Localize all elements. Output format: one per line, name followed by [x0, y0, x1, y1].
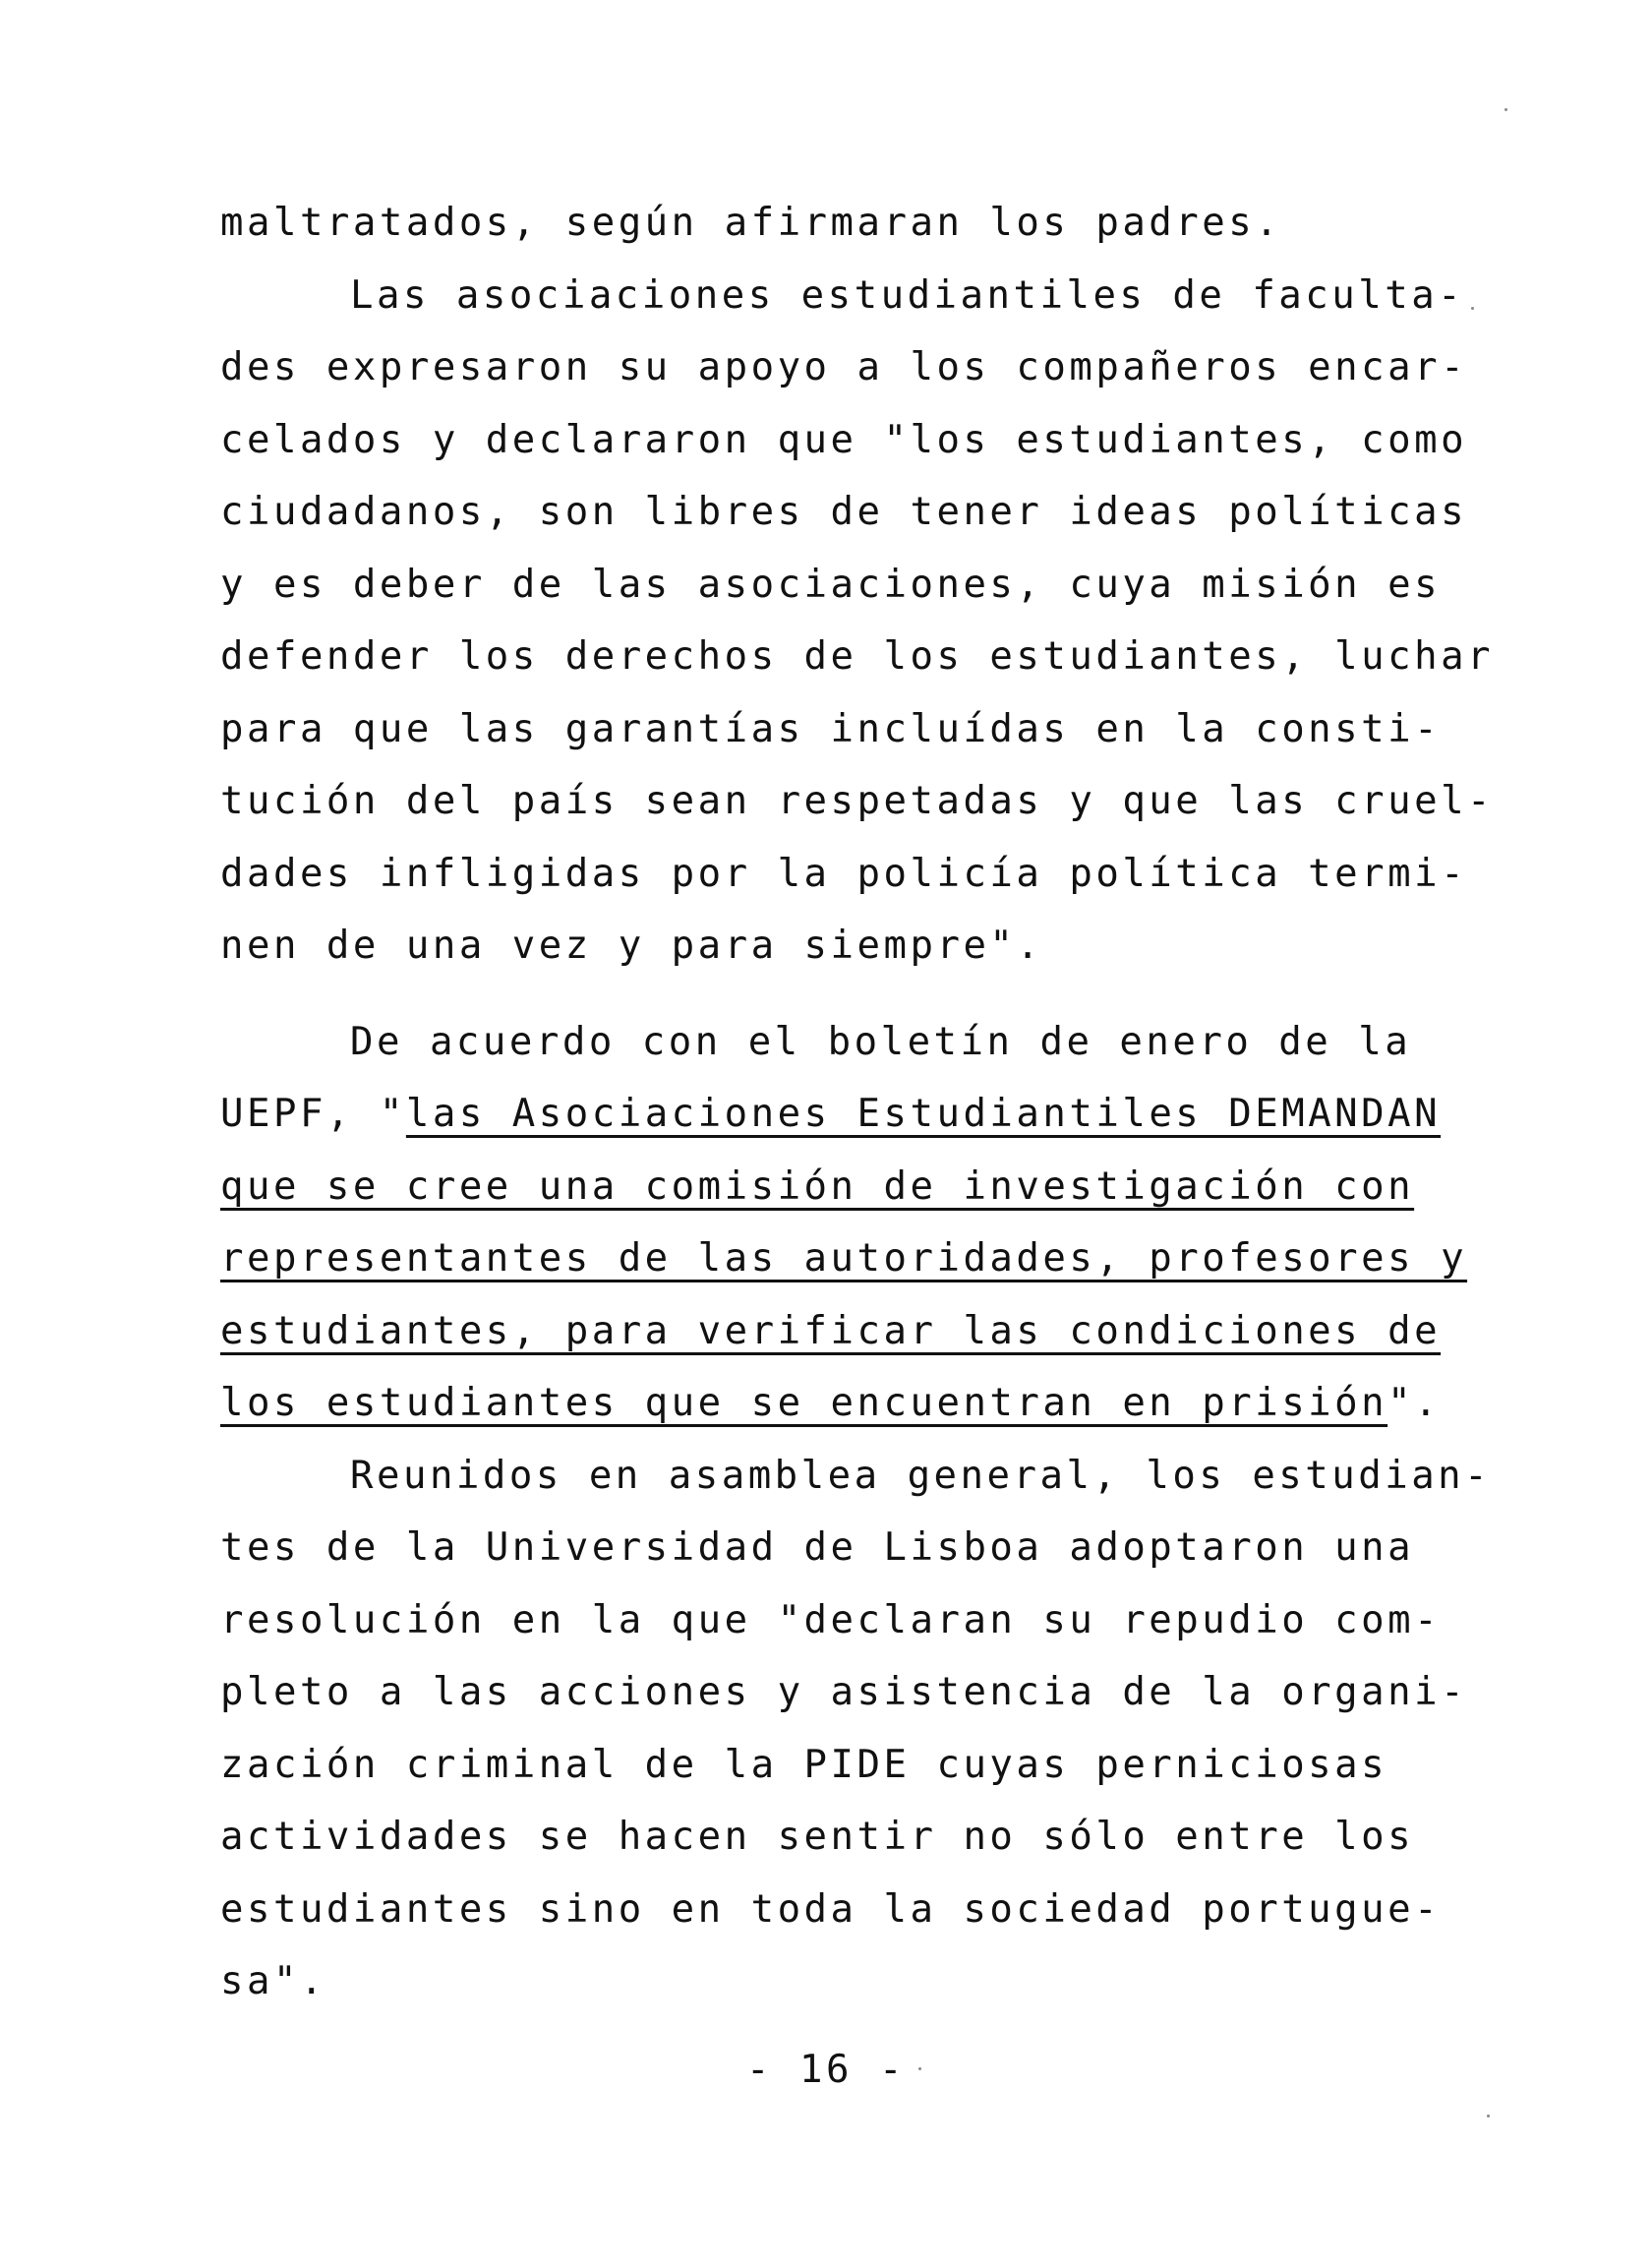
text-line: defender los derechos de los estudiantes, luchar	[220, 634, 1495, 679]
text-line: celados y declararon que "los estudiantes, como	[220, 417, 1468, 462]
scan-speck	[1504, 108, 1507, 111]
scan-speck	[918, 2067, 921, 2070]
text-line: maltratados, según afirmaran los padres.	[220, 201, 1282, 245]
underlined-quote: representantes de las autoridades, profesores y	[220, 1236, 1468, 1281]
text-line: nen de una vez y para siempre".	[220, 924, 1043, 968]
text-line: sa".	[220, 1959, 326, 2003]
text-line: pleto a las acciones y asistencia de la organi-	[220, 1670, 1468, 1714]
page-number: - 16 -	[746, 2048, 906, 2092]
underlined-quote: los estudiantes que se encuentran en prisión	[220, 1381, 1388, 1425]
underlined-quote: estudiantes, para verificar las condiciones de	[220, 1308, 1442, 1353]
quote-line	[220, 1367, 1489, 1440]
text-line: dades infligidas por la policía política termi-	[220, 851, 1468, 896]
text-line: tes de la Universidad de Lisboa adoptaron una	[220, 1525, 1415, 1570]
quote-line	[220, 1295, 1489, 1368]
text-line: actividades se hacen sentir no sólo entre los	[220, 1815, 1415, 1859]
text-line: Las asociaciones estudiantiles de faculta-	[350, 272, 1465, 318]
text-line: des expresaron su apoyo a los compañeros encar-	[220, 345, 1468, 389]
quote-first-line	[220, 1078, 1489, 1151]
text-line: estudiantes sino en toda la sociedad portugue-	[220, 1886, 1442, 1932]
text-line: Reunidos en asamblea general, los estudian-	[350, 1453, 1492, 1498]
quote-line	[220, 1151, 1489, 1223]
text-line: ciudadanos, son libres de tener ideas políticas	[220, 490, 1468, 534]
scan-speck	[1487, 2115, 1490, 2117]
underlined-quote: las Asociaciones Estudiantiles DEMANDAN	[405, 1092, 1442, 1136]
body-text	[220, 187, 1495, 2018]
quote-intro: UEPF, "	[220, 1092, 406, 1136]
scan-speck	[1471, 307, 1474, 310]
text-line: tución del país sean respetadas y que las cruel-	[220, 779, 1495, 823]
text-line: De acuerdo con el boletín de enero de la	[350, 1019, 1412, 1064]
text-line: y es deber de las asociaciones, cuya misión es	[220, 562, 1442, 607]
quote-close: ".	[1387, 1381, 1442, 1425]
underlined-quote: que se cree una comisión de investigación con	[220, 1163, 1415, 1209]
text-line: resolución en la que "declaran su repudio com-	[220, 1597, 1442, 1642]
quote-line	[220, 1222, 1489, 1295]
text-line: zación criminal de la PIDE cuyas perniciosas	[220, 1742, 1388, 1787]
text-line: para que las garantías incluídas en la consti-	[220, 706, 1442, 751]
